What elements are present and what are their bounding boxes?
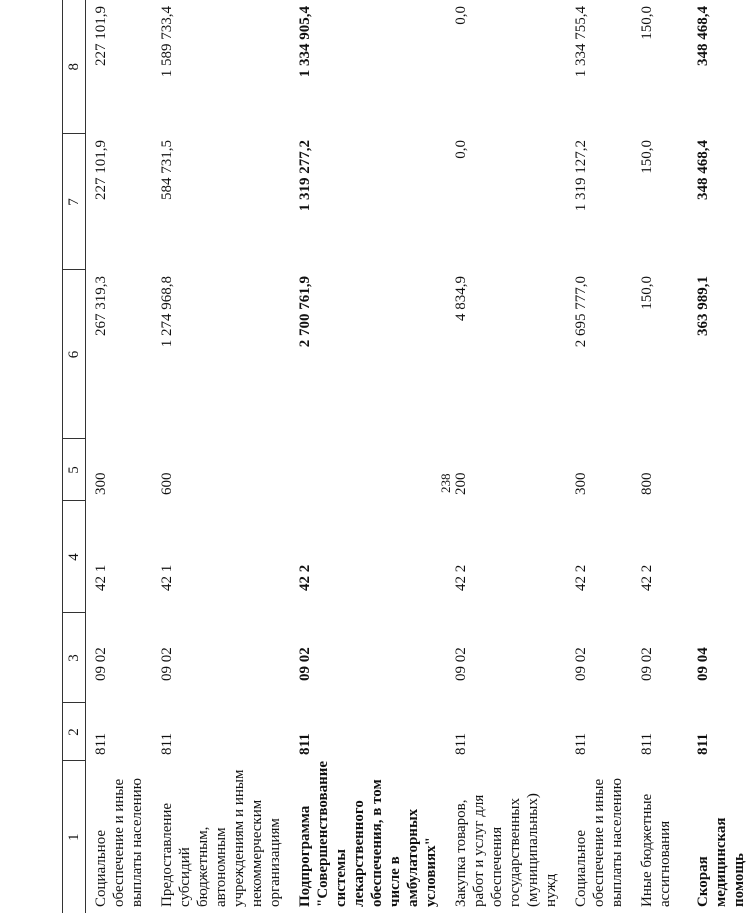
cell-target: 42 2 xyxy=(453,564,469,591)
row-name: Скорая медицинская помощь xyxy=(695,817,747,907)
cell-amount-3: 0,0 xyxy=(453,6,469,25)
cell-amount-1: 2 695 777,0 xyxy=(573,276,589,348)
row-name: Подпрограмма "Совершенствование системы лекарственного обеспечения, в том числе в амбулаторных условиях" xyxy=(297,760,439,907)
cell-expense-type: 600 xyxy=(159,472,175,495)
cell-amount-1: 4 834,9 xyxy=(453,276,469,321)
cell-expense-type: 300 xyxy=(573,472,589,495)
cell-admin-code: 811 xyxy=(159,733,175,755)
cell-section: 09 02 xyxy=(573,647,589,681)
cell-amount-3: 227 101,9 xyxy=(93,6,109,66)
row-name: Предоставление субсидий бюджетным, автономным учреждениям и иным некоммерческим организациям xyxy=(159,769,283,907)
cell-amount-1: 267 319,3 xyxy=(93,276,109,336)
cell-amount-3: 1 589 733,4 xyxy=(159,6,175,78)
row-name: Закупка товаров, работ и услуг для обеспечения государственных (муниципальных) нужд xyxy=(453,793,559,907)
table-row xyxy=(290,0,446,913)
cell-amount-2: 150,0 xyxy=(639,140,655,174)
table-row xyxy=(152,0,290,913)
cell-amount-3: 1 334 755,4 xyxy=(573,6,589,78)
cell-amount-1: 363 989,1 xyxy=(695,276,711,336)
cell-target: 42 2 xyxy=(639,564,655,591)
column-header: 7 xyxy=(63,134,86,270)
column-header: 2 xyxy=(63,703,86,761)
cell-amount-2: 1 319 277,2 xyxy=(297,140,313,212)
cell-admin-code: 811 xyxy=(297,733,313,755)
cell-target: 42 2 xyxy=(297,564,313,591)
table-row xyxy=(446,0,566,913)
cell-target: 42 2 xyxy=(573,564,589,591)
table-row xyxy=(688,0,754,913)
cell-section: 09 02 xyxy=(639,647,655,681)
column-header: 5 xyxy=(63,439,86,501)
cell-admin-code: 811 xyxy=(695,733,711,755)
cell-section: 09 04 xyxy=(695,647,711,681)
cell-amount-1: 2 700 761,9 xyxy=(297,276,313,348)
cell-expense-type xyxy=(290,439,446,501)
column-header: 3 xyxy=(63,613,86,703)
header-row xyxy=(63,0,86,913)
cell-target: 42 1 xyxy=(93,564,109,591)
cell-amount-1: 150,0 xyxy=(639,276,655,310)
cell-amount-2: 227 101,9 xyxy=(93,140,109,200)
cell-amount-2: 348 468,4 xyxy=(695,140,711,200)
cell-amount-2: 0,0 xyxy=(453,140,469,159)
column-header: 4 xyxy=(63,501,86,613)
table-row xyxy=(632,0,688,913)
row-name: Социальное обеспечение и иные выплаты населению xyxy=(573,778,625,907)
cell-target xyxy=(688,501,754,613)
column-header: 6 xyxy=(63,270,86,439)
row-name: Социальное обеспечение и иные выплаты населению xyxy=(93,778,145,907)
cell-admin-code: 811 xyxy=(453,733,469,755)
cell-expense-type: 200 xyxy=(453,472,469,495)
cell-target: 42 1 xyxy=(159,564,175,591)
cell-section: 09 02 xyxy=(159,647,175,681)
cell-admin-code: 811 xyxy=(639,733,655,755)
budget-table xyxy=(62,0,754,913)
cell-amount-3: 348 468,4 xyxy=(695,6,711,66)
table-row xyxy=(86,0,153,913)
cell-section: 09 02 xyxy=(453,647,469,681)
page-number: 238 xyxy=(438,473,453,493)
cell-amount-1: 1 274 968,8 xyxy=(159,276,175,348)
column-header: 1 xyxy=(63,761,86,913)
cell-expense-type: 800 xyxy=(639,472,655,495)
cell-amount-2: 1 319 127,2 xyxy=(573,140,589,212)
column-header: 8 xyxy=(63,0,86,134)
cell-section: 09 02 xyxy=(297,647,313,681)
cell-section: 09 02 xyxy=(93,647,109,681)
cell-amount-2: 584 731,5 xyxy=(159,140,175,200)
cell-expense-type: 300 xyxy=(93,472,109,495)
cell-amount-3: 1 334 905,4 xyxy=(297,6,313,78)
cell-expense-type xyxy=(688,439,754,501)
cell-admin-code: 811 xyxy=(93,733,109,755)
table-row xyxy=(566,0,632,913)
cell-amount-3: 150,0 xyxy=(639,6,655,40)
row-name: Иные бюджетные ассигнования xyxy=(639,793,673,907)
cell-admin-code: 811 xyxy=(573,733,589,755)
